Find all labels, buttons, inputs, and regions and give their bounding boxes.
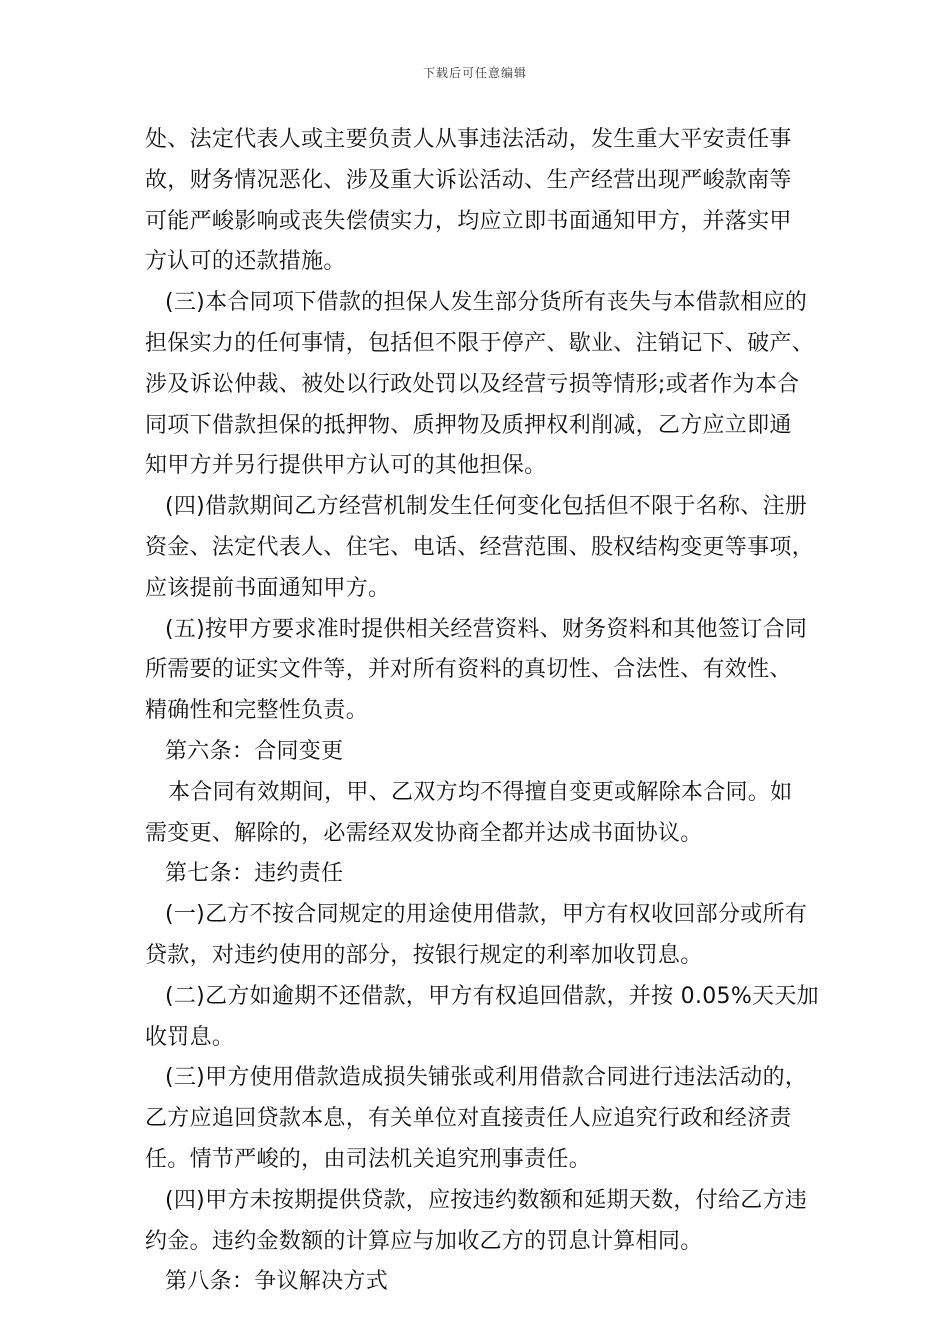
header-note: 下载后可任意编辑 xyxy=(422,66,527,80)
text-line: 精确性和完整性负责。 xyxy=(145,698,369,724)
text-line: 涉及诉讼仲裁、被处以行政处罚以及经营亏损等情形;或者作为本合 xyxy=(145,371,800,397)
text-line: 担保实力的任何事情，包括但不限于停产、歇业、注销记下、破产、 xyxy=(145,330,815,356)
document-body xyxy=(145,120,819,1303)
paragraph-start: (三)甲方使用借款造成损失铺张或利用借款合同进行违法活动的， xyxy=(165,1065,808,1091)
paragraph-start: 本合同有效期间，甲、乙双方均不得擅自变更或解除本合同。如 xyxy=(168,779,793,805)
paragraph-start: (二)乙方如逾期不还借款，甲方有权追回借款，并按 0.05%天天加 xyxy=(165,983,819,1009)
text-line: 知甲方并另行提供甲方认可的其他担保。 xyxy=(145,453,547,479)
text-line: 资金、法定代表人、住宅、电话、经营范围、股权结构变更等事项， xyxy=(145,534,815,560)
paragraph-start: (四)甲方未按期提供贷款，应按违约数额和延期天数，付给乙方违 xyxy=(165,1187,808,1213)
text-line: 同项下借款担保的抵押物、质押物及质押权利削减，乙方应立即通 xyxy=(145,412,792,438)
text-line: 处、法定代表人或主要负责人从事违法活动，发生重大平安责任事 xyxy=(145,127,792,152)
article-heading: 第七条：违约责任 xyxy=(165,861,344,887)
text-line: 收罚息。 xyxy=(145,1024,235,1050)
text-line: 贷款，对违约使用的部分，按银行规定的利率加收罚息。 xyxy=(145,942,703,968)
text-line: 约金。违约金数额的计算应与加收乙方的罚息计算相同。 xyxy=(145,1228,703,1254)
article-heading: 第八条：争议解决方式 xyxy=(165,1269,389,1295)
paragraph-start: (三)本合同项下借款的担保人发生部分货所有丧失与本借款相应的 xyxy=(165,290,808,316)
paragraph-start: (四)借款期间乙方经营机制发生任何变化包括但不限于名称、注册 xyxy=(165,494,808,520)
paragraph-start: (五)按甲方要求准时提供相关经营资料、财务资料和其他签订合同 xyxy=(165,616,808,642)
text-line: 应该提前书面通知甲方。 xyxy=(145,575,391,601)
text-line: 所需要的证实文件等，并对所有资料的真切性、合法性、有效性、 xyxy=(145,657,792,683)
text-line: 故，财务情况恶化、涉及重大诉讼活动、生产经营出现严峻款南等 xyxy=(145,167,792,193)
text-line: 需变更、解除的，必需经双发协商全都并达成书面协议。 xyxy=(145,820,703,846)
article-heading: 第六条：合同变更 xyxy=(165,738,344,764)
text-line: 方认可的还款措施。 xyxy=(145,249,346,275)
text-line: 任。情节严峻的，由司法机关追究刑事责任。 xyxy=(145,1146,592,1172)
paragraph-start: (一)乙方不按合同规定的用途使用借款，甲方有权收回部分或所有 xyxy=(165,902,808,928)
text-line: 乙方应追回贷款本息，有关单位对直接责任人应追究行政和经济责 xyxy=(145,1106,792,1132)
text-line: 可能严峻影响或丧失偿债实力，均应立即书面通知甲方，并落实甲 xyxy=(145,208,792,234)
